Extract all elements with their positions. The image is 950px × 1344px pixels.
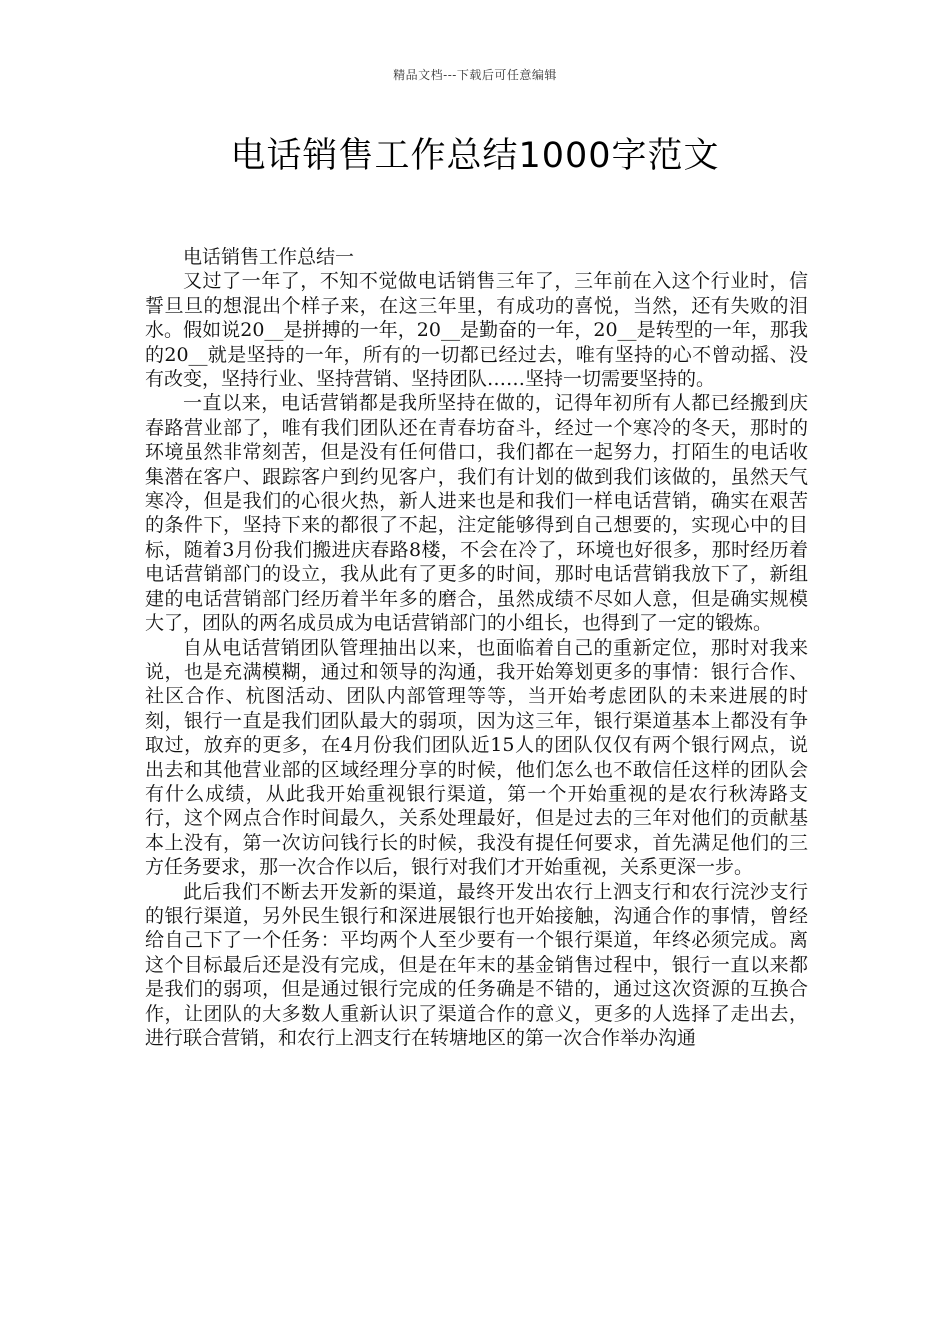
section-heading: 电话销售工作总结一	[183, 246, 355, 268]
paragraph: 此后我们不断去开发新的渠道，最终开发出农行上泗支行和农行浣沙支行的银行渠道，另外民生银行和深进展银行也开始接触，沟通合作的事情，曾经给自己下了一个任务：平均两个人至少要有一个银行渠道，年终必须完成。离这个目标最后还是没有完成，但是在年末的基金销售过程中，银行一直以来都是我们的弱项，但是通过银行完成的任务确是不错的，通过这次资源的互换合作，让团队的大多数人重新认识了渠道合作的意义，更多的人选择了走出去，进行联合营销，和农行上泗支行在转塘地区的第一次合作举办沟通	[145, 880, 808, 1049]
document-title: 电话销售工作总结1000字范文	[230, 136, 720, 176]
paragraph: 一直以来，电话营销都是我所坚持在做的，记得年初所有人都已经搬到庆春路营业部了，唯有我们团队还在青春坊奋斗，经过一个寒冷的冬天，那时的环境虽然非常刻苦，但是没有任何借口，我们都在一起努力，打陌生的电话收集潜在客户、跟踪客户到约见客户，我们有计划的做到我们该做的，虽然天气寒冷，但是我们的心很火热，新人进来也是和我们一样电话营销，确实在艰苦的条件下，坚持下来的都很了不起，注定能够得到自己想要的，实现心中的目标，随着3月份我们搬进庆春路8楼，不会在冷了，环境也好很多，那时经历着电话营销部门的设立，我从此有了更多的时间，那时电话营销我放下了，新组建的电话营销部门经历着半年多的磨合，虽然成绩不尽如人意，但是确实规模大了，团队的两名成员成为电话营销部门的小组长，也得到了一定的锻炼。	[145, 392, 808, 635]
paragraph: 自从电话营销团队管理抽出以来，也面临着自己的重新定位，那时对我来说，也是充满模糊，通过和领导的沟通，我开始筹划更多的事情：银行合作、社区合作、杭图活动、团队内部管理等等，当开始考虑团队的未来进展的时刻，银行一直是我们团队最大的弱项，因为这三年，银行渠道基本上都没有争取过，放弃的更多，在4月份我们团队近15人的团队仅仅有两个银行网点，说出去和其他营业部的区域经理分享的时候，他们怎么也不敢信任这样的团队会有什么成绩，从此我开始重视银行渠道，第一个开始重视的是农行秋涛路支行，这个网点合作时间最久，关系处理最好，但是过去的三年对他们的贡献基本上没有，第一次访问钱行长的时候，我没有提任何要求，首先满足他们的三方任务要求，那一次合作以后，银行对我们才开始重视，关系更深一步。	[145, 636, 808, 879]
paragraph: 又过了一年了，不知不觉做电话销售三年了，三年前在入这个行业时，信誓旦旦的想混出个样子来，在这三年里，有成功的喜悦，当然，还有失败的泪水。假如说20__是拼搏的一年，20__是勤奋的一年，20__是转型的一年，那我的20__就是坚持的一年，所有的一切都已经过去，唯有坚持的心不曾动摇、没有改变，坚持行业、坚持营销、坚持团队……坚持一切需要坚持的。	[145, 270, 808, 391]
header-note: 精品文档---下载后可任意编辑	[393, 68, 557, 82]
document-body	[145, 245, 808, 1050]
